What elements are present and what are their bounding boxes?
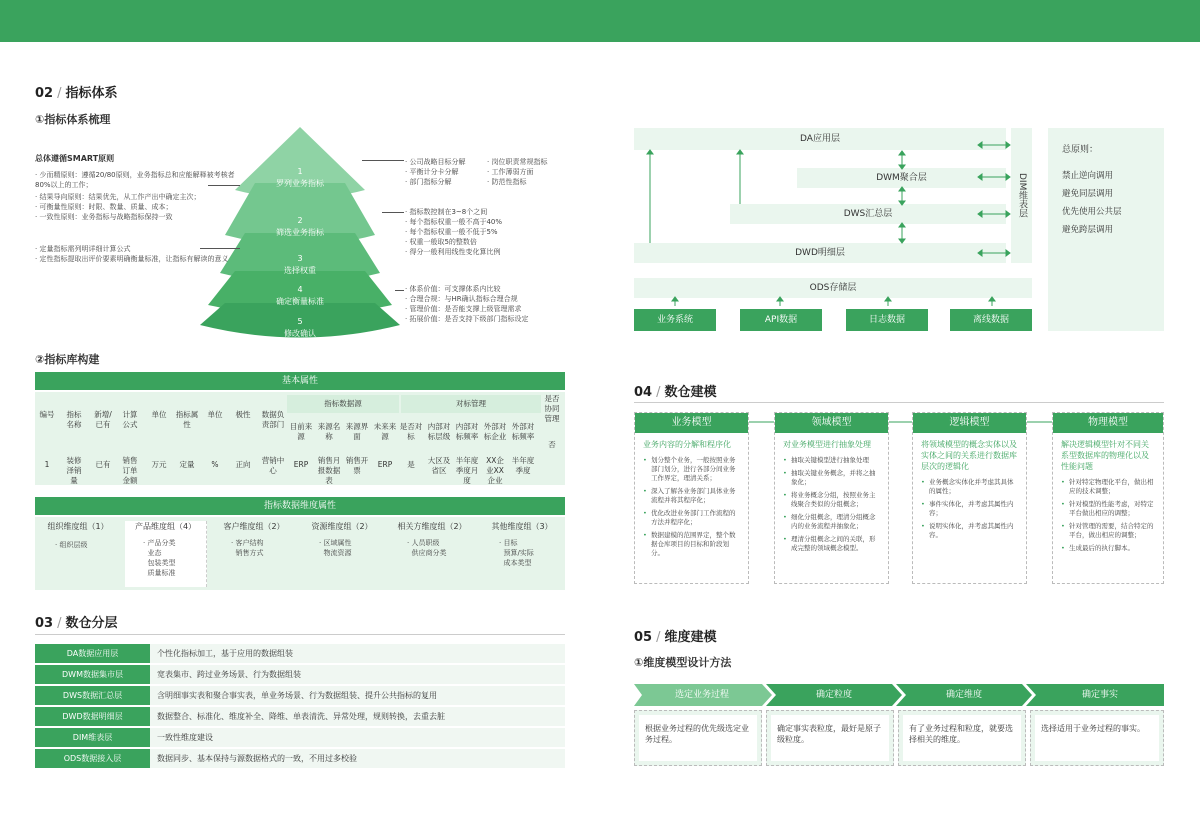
lib-header: 数据负责部门 <box>261 410 285 429</box>
lib-subheader: 未来来源 <box>373 422 397 441</box>
lib-table-content <box>35 392 565 485</box>
lib-subheader: 目前来源 <box>289 422 313 441</box>
lib-header: 单位 <box>207 410 223 419</box>
lib-subheader: 外部对标企业 <box>483 422 507 441</box>
tree-step-4: 4 确定衡量标准 <box>276 285 324 306</box>
lib-header: 编号 <box>39 410 55 419</box>
lib-src-head: 指标数据源 <box>287 395 399 413</box>
lib-header: 是否协同管理 <box>544 394 560 423</box>
lib-cell: 营销中心 <box>261 456 285 475</box>
model-card: 业务模型 业务内容的分解和程序化 • 划分整个业务，一般按照业务部门划分，进行各部分间业务工作界定，理清关系； • 深入了解各业务部门具体业务流程并将其程序化； • 优化改进业务部门工作流程的方法并程序化； • 数据建模的范围界定，整个数据仓库项目的目标和阶段划分。 <box>634 412 749 584</box>
model-card: 领域模型 对业务模型进行抽象处理 • 抽取关键模型进行抽象处理 • 抽取关键业务概念，并将之抽象化； • 将业务概念分组，按照业务主线聚合类似的分组概念； • 细化分组概念，理清分组概念内的业务流程并抽象化； • 理清分组概念之间的关联，形成完整的领域概念模型。 <box>774 412 889 584</box>
smart-title: 总体遵循SMART原则 <box>35 154 115 163</box>
lib-header: 单位 <box>151 410 167 419</box>
layer-row: DWD数据明细层 数据整合、标准化、维度补全、降维、单表清洗、异常处理，规则转换，去重去脏 <box>35 707 565 727</box>
lib-tgt-head: 对标管理 <box>401 395 541 413</box>
source-box: 离线数据 <box>950 309 1032 331</box>
lib-cell: XX企业XX企业 <box>486 456 504 485</box>
lib-table-title: 基本属性 <box>35 372 565 390</box>
lib-cell: 1 <box>44 460 50 469</box>
principle-item: 优先使用公共层 <box>1062 207 1122 217</box>
lib-header: 极性 <box>235 410 251 419</box>
dim-group: 资源维度组（2） · 区域属性 物流资源 <box>311 522 373 557</box>
dim-group: 其他维度组（3） · 目标 预算/实际 成本类型 <box>491 522 553 567</box>
smart-item2: · 定量指标需列明详细计算公式 <box>35 245 131 253</box>
lib-subheader: 来源名称 <box>317 422 341 441</box>
tree-note-c: · 指标数控制在3~8个之间 · 每个指标权重一般不高于40% · 每个指标权重一般不低于5% · 权重一般取5的整数倍 · 得分一般利用线性变化算比例 <box>405 208 503 256</box>
dim-group: 组织维度组（1） · 组织层级 <box>47 522 109 549</box>
lib-cell: % <box>211 460 219 469</box>
lib-cell: 半年度季度 <box>511 456 535 475</box>
section-04-title: 04 / 数仓建模 <box>634 385 717 400</box>
smart-item: · 一致性原则：业务指标与战略指标保持一致 <box>35 213 173 221</box>
lib-subheader: 内部对标频率 <box>455 422 479 441</box>
layer-row: DWS数据汇总层 含明细事实表和聚合事实表，单业务场景、行为数据组装、提升公共指标的复用 <box>35 686 565 706</box>
tree-step-1: 1 罗列业务指标 <box>276 167 324 188</box>
section-05-sub1: ①维度模型设计方法 <box>634 656 732 669</box>
lib-header: 新增/已有 <box>94 410 112 429</box>
divider <box>634 402 1164 403</box>
arch-dws: DWS汇总层 <box>730 204 1006 224</box>
section-02-sub1: ①指标体系梳理 <box>35 113 111 126</box>
layer-row: ODS数据接入层 数据同步、基本保持与源数据格式的一致，不用过多校验 <box>35 749 565 769</box>
arch-da: DA应用层 <box>634 128 1006 150</box>
tree-step-2: 2 筛选业务指标 <box>276 216 324 237</box>
dim-group: 客户维度组（2） · 客户结构 销售方式 <box>223 522 285 557</box>
process-step-2: 确定粒度 <box>815 690 852 700</box>
principles-panel <box>1048 128 1164 331</box>
smart-item: · 少而精原则：遵循20/80原则，业务指标总和应能解释被考核者80%以上的工作； <box>35 171 235 189</box>
dim-group: 产品维度组（4） · 产品分类 业态 包装类型 质量标准 <box>125 521 207 587</box>
lib-cell: 否 <box>548 440 556 449</box>
smart-item: · 可衡量性原则：时限、数量、质量、成本； <box>35 203 173 211</box>
principles-title: 总原则： <box>1062 145 1099 155</box>
lib-cell: 销售月报数据表 <box>317 456 341 485</box>
process-step-1: 选定业务过程 <box>674 690 729 700</box>
layer-row: DA数据应用层 个性化指标加工，基于应用的数据组装 <box>35 644 565 664</box>
connector-line <box>200 248 240 249</box>
lib-cell: 半年度季度月度 <box>455 456 479 485</box>
lib-header: 指标属性 <box>175 410 199 429</box>
process-card: 根据业务过程的优先级选定业务过程。 <box>634 710 762 766</box>
divider <box>35 634 565 635</box>
lib-subheader: 内部对标层级 <box>427 422 451 441</box>
lib-subheader: 外部对标频率 <box>511 422 535 441</box>
section-05-title: 05 / 维度建模 <box>634 630 717 645</box>
arch-dwd: DWD明细层 <box>634 243 1006 263</box>
connector-line <box>208 185 240 186</box>
lib-cell: 大区及省区 <box>427 456 451 475</box>
lib-cell: 销售订单金额 <box>122 456 138 485</box>
arch-arrows <box>630 140 1040 312</box>
model-card: 物理模型 解决逻辑模型针对不同关系型数据库的物理化以及性能问题 • 针对特定物理化平台，做出相应的技术调整； • 针对模型的性能考虑，对特定平台做出相应的调整； • 针对管理的需要，结合特定的平台，做出相应的调整； • 生成最后的执行脚本。 <box>1052 412 1164 584</box>
lib-subheader: 来源界面 <box>345 422 369 441</box>
tree-step-3: 3 选择权重 <box>284 254 316 275</box>
lib-cell: 装修泽销量 <box>66 456 82 485</box>
dim-attr-title: 指标数据维度属性 <box>35 497 565 515</box>
process-step-4: 确定事实 <box>1081 690 1118 700</box>
section-02-title: 02 / 指标体系 <box>35 86 118 101</box>
process-step-3: 确定维度 <box>945 690 982 700</box>
card-connectors <box>749 418 1169 428</box>
process-card: 确定事实表粒度，最好是原子级粒度。 <box>766 710 894 766</box>
model-card: 逻辑模型 将领域模型的概念实体以及实体之间的关系进行数据库层次的逻辑化 • 业务概念实体化并考虑其具体的属性； • 事件实体化，并考虑其属性内容； • 说明实体化，并考虑其属性内容。 <box>912 412 1027 584</box>
source-box: 业务系统 <box>634 309 716 331</box>
layer-row: DIM维表层 一致性维度建设 <box>35 728 565 748</box>
arch-ods: ODS存储层 <box>634 278 1032 298</box>
tree-step-5: 5 修改确认 <box>284 317 316 338</box>
lib-cell: 正向 <box>235 460 251 469</box>
lib-header: 计算公式 <box>122 410 138 429</box>
section-02-sub2: ②指标库构建 <box>35 353 100 366</box>
principle-item: 避免同层调用 <box>1062 189 1114 199</box>
connector-line <box>395 290 404 291</box>
process-card: 选择适用于业务过程的事实。 <box>1030 710 1164 766</box>
connector-line <box>362 160 404 161</box>
section-03-title: 03 / 数仓分层 <box>35 616 118 631</box>
lib-cell: 定量 <box>179 460 195 469</box>
process-card: 有了业务过程和粒度，就要选择相关的维度。 <box>898 710 1026 766</box>
tree-note-a: · 公司战略目标分解 · 平衡计分卡分解 · 部门指标分解 <box>405 158 466 186</box>
lib-cell: 销售开票 <box>345 456 369 475</box>
dim-group: 相关方维度组（2） · 人员职级 供应商分类 <box>397 522 467 557</box>
lib-cell: ERP <box>293 460 309 469</box>
lib-cell: ERP <box>377 460 393 469</box>
arch-dim: DIM维表层 <box>1011 128 1032 263</box>
connector-line <box>382 212 404 213</box>
source-box: 日志数据 <box>846 309 928 331</box>
lib-cell: 万元 <box>151 460 167 469</box>
smart-item: · 结果导向原则：结果优先，从工作产出中确定主次； <box>35 193 201 201</box>
arch-dwm: DWM聚合层 <box>797 168 1006 188</box>
lib-subheader: 是否对标 <box>399 422 423 441</box>
lib-header: 指标名称 <box>66 410 82 429</box>
layer-row: DWM数据集市层 宽表集市、跨过业务场景、行为数据组装 <box>35 665 565 685</box>
tree-note-d: · 体系价值：可支撑体系内比较 · 合理合规：与HR确认指标合理合规 · 管理价值：是否能支撑上级管理需求 · 拓展价值：是否支持下级部门指标设定 <box>405 285 529 323</box>
top-banner <box>0 0 1200 42</box>
smart-item2: · 定性指标提取出评价要素明确衡量标准，让指标有解读的意义 <box>35 255 229 263</box>
lib-cell: 是 <box>407 460 415 469</box>
lib-cell: 已有 <box>95 460 111 469</box>
principle-item: 避免跨层调用 <box>1062 225 1114 235</box>
principle-item: 禁止逆向调用 <box>1062 171 1114 181</box>
tree-note-b: · 岗位职责常规指标 · 工作薄弱方面 · 防范性指标 <box>487 158 548 186</box>
source-box: API数据 <box>740 309 822 331</box>
